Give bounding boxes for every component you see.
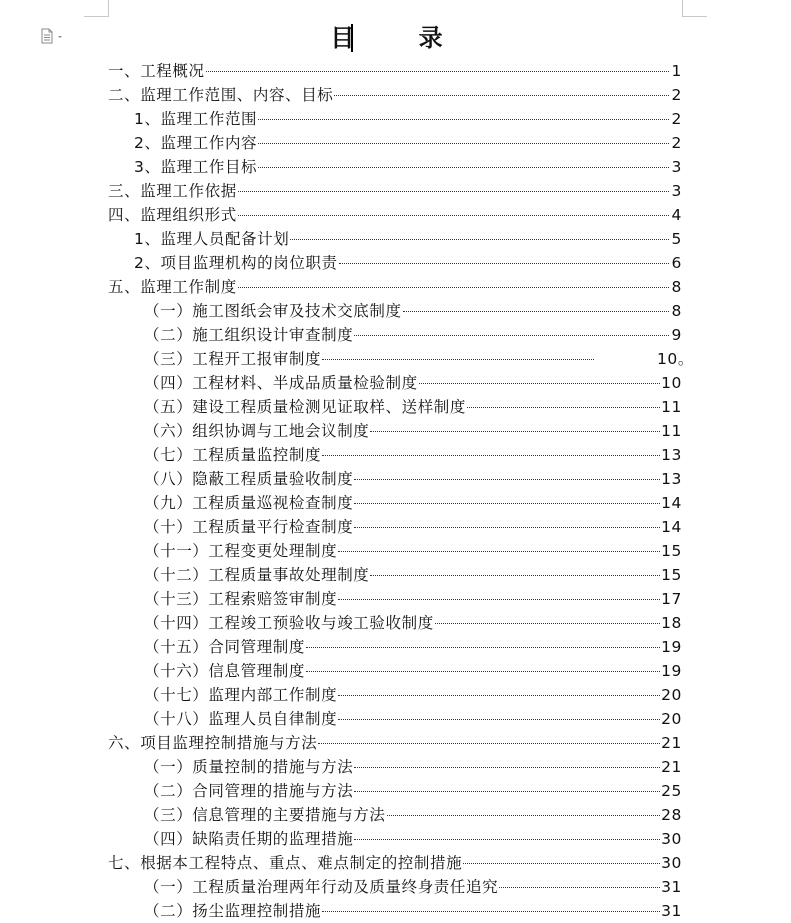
toc-entry-title: （二）施工组织设计审查制度 [144,326,354,344]
toc-entry-title: （十三）工程索赔签审制度 [144,590,338,608]
toc-entry[interactable] [108,875,682,899]
toc-entry[interactable] [108,851,682,875]
toc-entry-page-number: 31 [661,878,682,896]
toc-dot-leader [318,737,660,744]
toc-entry[interactable] [108,731,682,755]
toc-entry[interactable] [108,515,682,539]
toc-entry[interactable] [108,707,682,731]
toc-entry-page-number: 6 [671,254,682,272]
toc-dot-leader [354,521,660,528]
toc-dot-leader [238,281,669,288]
toc-entry[interactable] [108,371,682,395]
toc-dot-leader [338,593,660,600]
toc-dot-leader [354,761,660,768]
toc-entry-title: （十一）工程变更处理制度 [144,542,338,560]
toc-entry[interactable] [108,683,682,707]
toc-entry[interactable] [108,467,682,491]
page-title: 目 录 [330,23,471,52]
toc-entry-title: 1、监理工作范围 [134,110,258,128]
toc-dot-leader [338,713,660,720]
toc-entry-title: （六）组织协调与工地会议制度 [144,422,370,440]
toc-entry-page-number: 19 [661,662,682,680]
toc-dot-leader [258,137,669,144]
toc-dot-leader [206,65,669,72]
toc-dot-leader [354,833,660,840]
toc-entry[interactable] [108,635,682,659]
toc-dot-leader [322,449,660,456]
toc-entry[interactable] [108,347,694,371]
toc-entry-page-number: 21 [661,734,682,752]
toc-entry-page-number: 10 [661,374,682,392]
toc-entry-page-number: 8 [671,302,682,320]
toc-dot-leader [258,161,669,168]
toc-entry-page-number: 3 [671,158,682,176]
toc-entry-page-number: 9 [671,326,682,344]
toc-entry-page-number: 8 [671,278,682,296]
toc-entry[interactable] [108,419,682,443]
toc-entry-page-number: 21 [661,758,682,776]
toc-entry-title: （三）信息管理的主要措施与方法 [144,806,386,824]
toc-entry-page-number: 20 [661,686,682,704]
toc-entry-title: （十五）合同管理制度 [144,638,306,656]
toc-entry-title: 二、监理工作范围、内容、目标 [108,86,334,104]
toc-entry[interactable] [108,491,682,515]
toc-dot-leader [339,257,669,264]
toc-dot-leader [322,353,594,360]
toc-entry[interactable] [108,275,682,299]
toc-entry-title: （十八）监理人员自律制度 [144,710,338,728]
toc-entry-page-number: 4 [671,206,682,224]
toc-dot-leader [463,857,660,864]
toc-entry-page-number: 13 [661,446,682,464]
toc-entry[interactable] [108,251,682,275]
crop-mark-top-right [682,0,707,17]
toc-entry-title: （一）施工图纸会审及技术交底制度 [144,302,402,320]
toc-entry-title: （二）合同管理的措施与方法 [144,782,354,800]
toc-entry-title: （一）质量控制的措施与方法 [144,758,354,776]
toc-dot-leader [334,89,669,96]
toc-dot-leader [467,401,660,408]
toc-dot-leader [338,689,660,696]
toc-entry-title: 六、项目监理控制措施与方法 [108,734,318,752]
toc-entry-title: 一、工程概况 [108,62,205,80]
toc-entry-title: （八）隐蔽工程质量验收制度 [144,470,354,488]
toc-dot-leader [258,113,669,120]
toc-entry-page-number: 15 [661,566,682,584]
toc-entry-page-number: 30 [661,854,682,872]
toc-entry[interactable] [108,563,682,587]
toc-entry-title: 2、项目监理机构的岗位职责 [134,254,338,272]
toc-entry-page-number: 31 [661,902,682,920]
toc-dot-leader [238,185,669,192]
toc-entry[interactable] [108,827,682,851]
toc-dot-leader [238,209,669,216]
toc-entry[interactable] [108,107,682,131]
toc-entry-page-number: 15 [661,542,682,560]
toc-entry-page-number: 1 [671,62,682,80]
toc-entry-title: （三）工程开工报审制度 [144,350,322,368]
crop-mark-top-left [84,0,109,17]
toc-entry[interactable] [108,443,682,467]
toc-entry[interactable] [108,323,682,347]
toc-entry[interactable] [108,227,682,251]
toc-entry[interactable] [108,59,682,83]
toc-dot-leader [499,881,660,888]
toc-entry-page-number: 20 [661,710,682,728]
toc-entry-page-number: 18 [661,614,682,632]
toc-dot-leader [338,545,660,552]
toc-entry-page-number: 2 [671,86,682,104]
toc-entry-title: （七）工程质量监控制度 [144,446,322,464]
toc-entry-page-number: 5 [671,230,682,248]
toc-entry[interactable] [108,395,682,419]
toc-entry[interactable] [108,83,682,107]
toc-entry-page-number: 11 [661,398,682,416]
toc-entry[interactable] [108,131,682,155]
toc-entry-page-number: 14 [661,494,682,512]
toc-entry-page-number: 17 [661,590,682,608]
title-area [0,18,791,58]
toc-entry-title: （一）工程质量治理两年行动及质量终身责任追究 [144,878,499,896]
toc-entry-title: （十四）工程竣工预验收与竣工验收制度 [144,614,434,632]
toc-entry-title: （四）工程材料、半成品质量检验制度 [144,374,418,392]
toc-dot-leader [370,569,660,576]
table-of-contents [108,59,694,923]
toc-dot-leader [306,641,660,648]
toc-entry-title: （九）工程质量巡视检查制度 [144,494,354,512]
toc-entry[interactable] [108,587,682,611]
toc-entry-title: 七、根据本工程特点、重点、难点制定的控制措施 [108,854,463,872]
toc-entry-page-number: 3 [671,182,682,200]
toc-entry-page-number: 2 [671,134,682,152]
toc-entry-title: （十六）信息管理制度 [144,662,306,680]
toc-dot-leader [306,665,660,672]
toc-dot-leader [370,425,660,432]
toc-entry-page-number: 25 [661,782,682,800]
toc-entry-title: （十七）监理内部工作制度 [144,686,338,704]
toc-entry-title: （十）工程质量平行检查制度 [144,518,354,536]
toc-entry-title: （四）缺陷责任期的监理措施 [144,830,354,848]
toc-entry[interactable] [108,299,682,323]
toc-entry-page-number: 10。 [656,350,694,368]
toc-entry-page-number: 14 [661,518,682,536]
toc-dot-leader [403,305,669,312]
toc-entry-title: 2、监理工作内容 [134,134,258,152]
toc-entry[interactable] [108,155,682,179]
toc-entry[interactable] [108,779,682,803]
toc-dot-leader [322,905,660,912]
toc-entry[interactable] [108,611,682,635]
toc-dot-leader [354,785,660,792]
toc-dot-leader [354,329,669,336]
toc-dot-leader [290,233,669,240]
toc-dot-leader [354,497,660,504]
toc-entry[interactable] [108,755,682,779]
toc-dot-leader [435,617,660,624]
toc-entry-page-number: 28 [661,806,682,824]
toc-entry[interactable] [108,899,682,923]
toc-entry[interactable] [108,659,682,683]
toc-entry-page-number: 11 [661,422,682,440]
toc-dot-leader [354,473,660,480]
toc-entry-title: （五）建设工程质量检测见证取样、送样制度 [144,398,467,416]
toc-entry[interactable] [108,179,682,203]
toc-entry-title: 五、监理工作制度 [108,278,237,296]
toc-entry-title: 3、监理工作目标 [134,158,258,176]
toc-entry-title: （十二）工程质量事故处理制度 [144,566,370,584]
toc-entry-page-number: 19 [661,638,682,656]
toc-entry-page-number: 30 [661,830,682,848]
toc-dot-leader [419,377,660,384]
toc-entry-title: （二）扬尘监理控制措施 [144,902,322,920]
toc-entry-page-number: 2 [671,110,682,128]
toc-entry[interactable] [108,539,682,563]
toc-entry-page-number: 13 [661,470,682,488]
toc-entry[interactable] [108,203,682,227]
toc-entry-title: 三、监理工作依据 [108,182,237,200]
toc-entry-title: 四、监理组织形式 [108,206,237,224]
toc-entry[interactable] [108,803,682,827]
toc-dot-leader [387,809,661,816]
toc-entry-title: 1、监理人员配备计划 [134,230,290,248]
